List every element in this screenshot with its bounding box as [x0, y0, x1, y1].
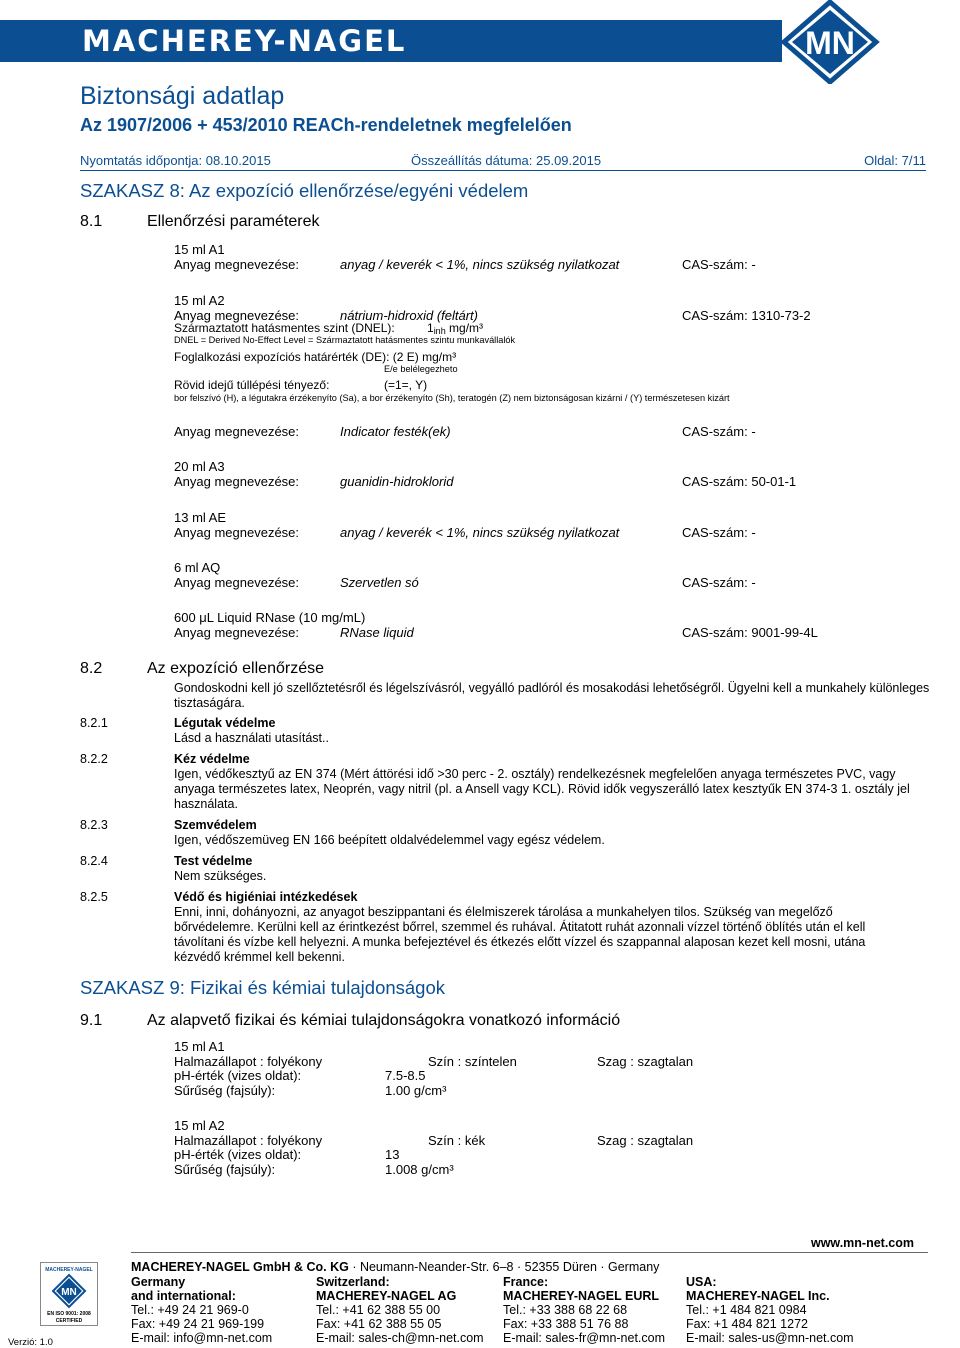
subsection-9-1-number: 9.1 [80, 1012, 103, 1029]
a2-substance-value-2: Indicator festék(ek) [340, 424, 451, 439]
iso-certified-logo [40, 1262, 98, 1326]
footer-company: MACHEREY-NAGEL GmbH & Co. KG · Neumann-Neander-Str. 6–8 · 52355 Düren · Germany [131, 1260, 660, 1274]
a2-substance-label: Anyag megnevezése: [174, 308, 300, 323]
props-a1-color: Szín : színtelen [428, 1054, 517, 1069]
a1-substance-value: anyag / keverék < 1%, nincs szükség nyilatkozat [340, 257, 620, 272]
occupational-exposure-limit: Foglalkozási expozíciós határérték (DE): (2 E) mg/m³ [174, 350, 457, 364]
section-9-title: SZAKASZ 9: Fizikai és kémiai tulajdonságok [80, 977, 446, 998]
compile-date: Összeállítás dátuma: 25.09.2015 [411, 153, 602, 168]
ae-cas-number: CAS-szám: - [682, 525, 756, 540]
exposure-control-text: Gondoskodni kell jó szellőztetésről és légelszívásról, vegyálló padlóról és mosakodási lehetőségről. Ügyelni kell a munkahely különleges tisztaságára. [174, 681, 930, 710]
subsection-8-2-4-title: Test védelme [174, 854, 253, 868]
a2-cas-number: CAS-szám: 1310-73-2 [682, 308, 811, 323]
brand-name: MACHEREY-NAGEL [82, 24, 407, 58]
footer-col-germany-email[interactable]: E-mail: info@mn-net.com [131, 1331, 273, 1345]
footer-col-france-tel: Tel.: +33 388 68 22 68 [503, 1303, 628, 1317]
props-a1-odor: Szag : szagtalan [597, 1054, 694, 1069]
props-a2-ph-value: 13 [385, 1147, 400, 1162]
footer-col-france-fax: Fax: +33 388 51 76 88 [503, 1317, 629, 1331]
subsection-8-2-1-number: 8.2.1 [80, 716, 108, 730]
document-title: Biztonsági adatlap [80, 82, 285, 110]
page-number: Oldal: 7/11 [864, 153, 926, 168]
subsection-8-2-title: Az expozíció ellenőrzése [147, 660, 324, 677]
subsection-8-2-1-title: Légutak védelme [174, 716, 276, 730]
aq-substance-value: Szervetlen só [340, 575, 419, 590]
props-a1-ph-value: 7.5-8.5 [385, 1068, 426, 1083]
hand-protection-text: Igen, védőkesztyű az EN 374 (Mért áttörési idő >30 perc - 2. osztály) rendelkezésnek megfelelően anyaga természetes PVC, vagy anyaga természetes latex, Neoprén, vagy nitril (pl. a Ansell vagy KCL). Rövid idők vegyszerálló latex kesztyűk EN 374-3 1. osztály jel használata. [174, 767, 910, 811]
print-date: Nyomtatás időpontja: 08.10.2015 [80, 153, 271, 168]
a1-substance-label: Anyag megnevezése: [174, 257, 300, 272]
footer-col-france-h2: MACHEREY-NAGEL EURL [503, 1289, 660, 1303]
subsection-8-2-5-number: 8.2.5 [80, 890, 108, 904]
footer-col-usa-h2: MACHEREY-NAGEL Inc. [686, 1289, 830, 1303]
footer-rule [131, 1252, 928, 1253]
subsection-8-2-3-title: Szemvédelem [174, 818, 257, 832]
svg-text:MN: MN [61, 1287, 77, 1298]
header-rule [80, 170, 926, 171]
props-a1-density-label: Sűrűség (fajsúly): [174, 1083, 276, 1098]
respiratory-protection-text: Lásd a használati utasítást.. [174, 731, 329, 745]
props-a2-density-label: Sűrűség (fajsúly): [174, 1162, 276, 1177]
footer-col-germany-tel: Tel.: +49 24 21 969-0 [131, 1303, 249, 1317]
a3-substance-label: Anyag megnevezése: [174, 474, 300, 489]
oel-note: E/e belélegezheto [384, 364, 458, 374]
dnel-note: DNEL = Derived No-Effect Level = Származtatott hatásmentes szintu munkavállalók [174, 335, 516, 345]
a3-cas-number: CAS-szám: 50-01-1 [682, 474, 797, 489]
body-protection-text: Nem szükséges. [174, 869, 267, 883]
footer-col-usa-h1: USA: [686, 1275, 717, 1289]
subsection-8-1-number: 8.1 [80, 213, 103, 230]
a2-substance-value: nátrium-hidroxid (feltárt) [340, 308, 478, 323]
aq-cas-number: CAS-szám: - [682, 575, 756, 590]
props-a1-name: 15 ml A1 [174, 1039, 225, 1054]
component-a3-name: 20 ml A3 [174, 459, 225, 474]
a3-substance-value: guanidin-hidroklorid [340, 474, 454, 489]
dnel-value: 1inh mg/m³ [427, 321, 484, 336]
hygiene-measures-text: Enni, inni, dohányozni, az anyagot beszippantani és élelmiszerek tárolása a munkahelyen tilos. Szükség van megelőző bőrvédelemre. Kerülni kell az érintkezést bőrrel, szemmel és ruhával. Átitatott ruhát azonnali vízzel történő öblítés után el kell távolítani és vízbe kell helyezni. A munka befejeztével és étkezés előtt vízzel és szappannal alaposan kezet kell mosni, utána kézvédő krémmel kell bekenni. [174, 905, 866, 964]
footer-col-usa-email[interactable]: E-mail: sales-us@mn-net.com [686, 1331, 854, 1345]
aq-substance-label: Anyag megnevezése: [174, 575, 300, 590]
footer-col-usa-tel: Tel.: +1 484 821 0984 [686, 1303, 807, 1317]
props-a2-ph-label: pH-érték (vizes oldat): [174, 1147, 302, 1162]
footer-col-germany-fax: Fax: +49 24 21 969-199 [131, 1317, 265, 1331]
subsection-8-2-2-number: 8.2.2 [80, 752, 108, 766]
subsection-8-2-number: 8.2 [80, 660, 103, 677]
ae-substance-value: anyag / keverék < 1%, nincs szükség nyilatkozat [340, 525, 620, 540]
version-label: Verzió: 1.0 [8, 1337, 53, 1348]
component-aq-name: 6 ml AQ [174, 560, 221, 575]
footer-col-switzerland-fax: Fax: +41 62 388 55 05 [316, 1317, 442, 1331]
svg-text:MACHEREY-NAGEL: MACHEREY-NAGEL [45, 1267, 93, 1273]
props-a2-odor: Szag : szagtalan [597, 1133, 694, 1148]
svg-text:CERTIFIED: CERTIFIED [55, 1318, 83, 1324]
props-a1-state: Halmazállapot : folyékony [174, 1054, 323, 1069]
rnase-substance-label: Anyag megnevezése: [174, 625, 300, 640]
subsection-8-2-5-title: Védő és higiéniai intézkedések [174, 890, 358, 904]
footer-website[interactable]: www.mn-net.com [810, 1236, 914, 1250]
a2-cas-number-2: CAS-szám: - [682, 424, 756, 439]
subsection-8-1-title: Ellenőrzési paraméterek [147, 213, 320, 230]
eye-protection-text: Igen, védőszemüveg EN 166 beépített oldalvédelemmel vagy egész védelem. [174, 833, 605, 847]
footer-col-france-email[interactable]: E-mail: sales-fr@mn-net.com [503, 1331, 666, 1345]
props-a2-name: 15 ml A2 [174, 1118, 225, 1133]
component-a2-name: 15 ml A2 [174, 293, 225, 308]
svg-text:MN: MN [805, 25, 855, 61]
subsection-8-2-2-title: Kéz védelme [174, 752, 250, 766]
component-rnase-name: 600 μL Liquid RNase (10 mg/mL) [174, 610, 366, 625]
props-a1-density-value: 1.00 g/cm³ [385, 1083, 447, 1098]
svg-text:EN ISO 9001: 2008: EN ISO 9001: 2008 [47, 1311, 91, 1317]
footer-col-usa-fax: Fax: +1 484 821 1272 [686, 1317, 808, 1331]
document-subtitle: Az 1907/2006 + 453/2010 REACh-rendeletnek megfelelően [80, 115, 572, 135]
component-a1-name: 15 ml A1 [174, 242, 225, 257]
section-8-title: SZAKASZ 8: Az expozíció ellenőrzése/egyéni védelem [80, 180, 529, 201]
rnase-substance-value: RNase liquid [340, 625, 414, 640]
dnel-label: Származtatott hatásmentes szint (DNEL): [174, 321, 395, 335]
a1-cas-number: CAS-szám: - [682, 257, 756, 272]
component-ae-name: 13 ml AE [174, 510, 227, 525]
footer-col-france-h1: France: [503, 1275, 549, 1289]
footer-col-germany-h1: Germany [131, 1275, 186, 1289]
excursion-factor-value: (=1=, Y) [384, 378, 428, 392]
footer-col-switzerland-h1: Switzerland: [316, 1275, 390, 1289]
footer-col-switzerland-tel: Tel.: +41 62 388 55 00 [316, 1303, 441, 1317]
subsection-9-1-title: Az alapvető fizikai és kémiai tulajdonságokra vonatkozó információ [147, 1012, 621, 1029]
props-a2-color: Szín : kék [428, 1133, 486, 1148]
footer-col-switzerland-h2: MACHEREY-NAGEL AG [316, 1289, 457, 1303]
excursion-note: bor felszívó (H), a légutakra érzékenyíto (Sa), a bor érzékenyíto (Sh), teratogén (Z) nem biztonságosan kizárni / (Y) természetesen kizárt [174, 393, 730, 403]
excursion-factor-label: Rövid idejű túllépési tényező: [174, 378, 330, 392]
footer-col-switzerland-email[interactable]: E-mail: sales-ch@mn-net.com [316, 1331, 484, 1345]
props-a2-density-value: 1.008 g/cm³ [385, 1162, 454, 1177]
subsection-8-2-3-number: 8.2.3 [80, 818, 108, 832]
subsection-8-2-4-number: 8.2.4 [80, 854, 108, 868]
props-a2-state: Halmazállapot : folyékony [174, 1133, 323, 1148]
footer-col-germany-h2: and international: [131, 1289, 236, 1303]
mn-logo [780, 0, 880, 84]
ae-substance-label: Anyag megnevezése: [174, 525, 300, 540]
props-a1-ph-label: pH-érték (vizes oldat): [174, 1068, 302, 1083]
a2-substance-label-2: Anyag megnevezése: [174, 424, 300, 439]
rnase-cas-number: CAS-szám: 9001-99-4L [682, 625, 818, 640]
